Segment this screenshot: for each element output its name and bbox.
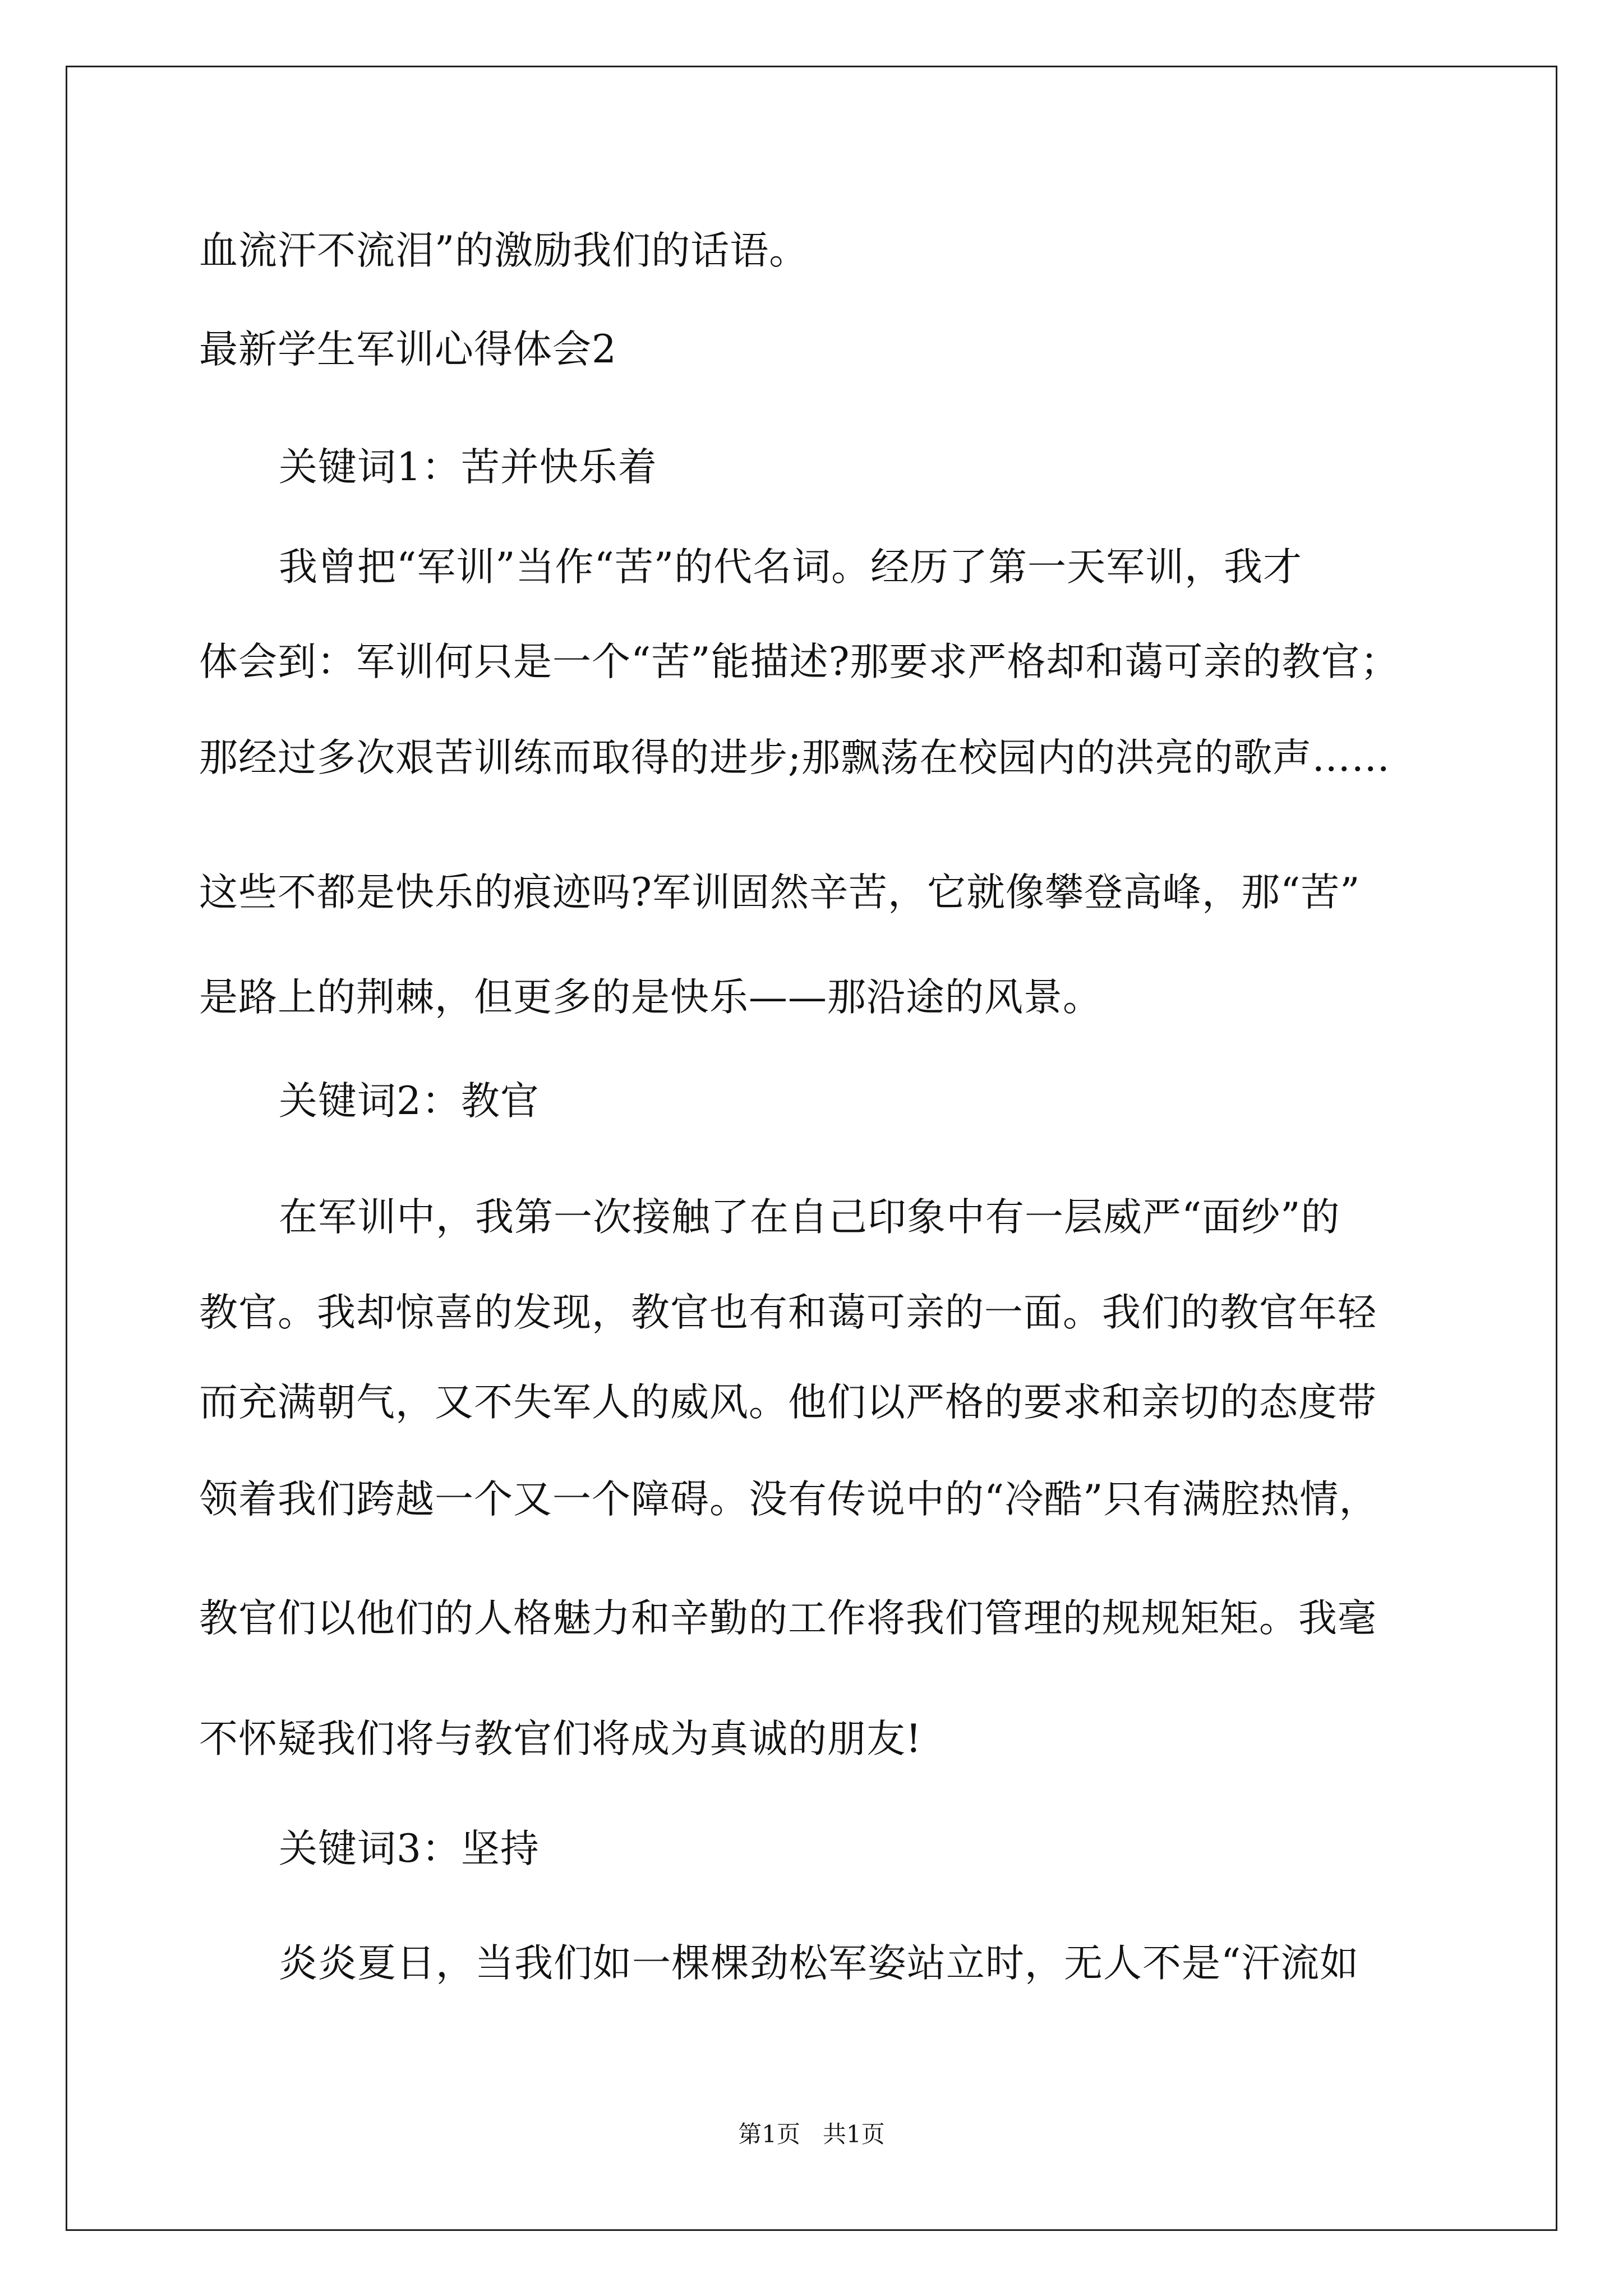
text-line: 这些不都是快乐的痕迹吗?军训固然辛苦，它就像攀登高峰，那“苦”	[199, 870, 1361, 915]
section-heading: 最新学生军训心得体会2	[199, 327, 617, 372]
text-line: 是路上的荆棘，但更多的是快乐——那沿途的风景。	[199, 975, 1102, 1020]
text-line: 在军训中，我第一次接触了在自己印象中有一层威严“面纱”的	[279, 1195, 1340, 1240]
text-line: 教官们以他们的人格魅力和辛勤的工作将我们管理的规规矩矩。我毫	[199, 1596, 1377, 1641]
text-line: 血流汗不流泪”的激励我们的话语。	[199, 228, 809, 273]
page-footer: 第1页 共1页	[738, 2120, 885, 2148]
page-border	[66, 66, 1557, 2231]
keyword-heading: 关键词1：苦并快乐着	[279, 445, 657, 490]
text-line: 炎炎夏日，当我们如一棵棵劲松军姿站立时，无人不是“汗流如	[279, 1941, 1359, 1986]
keyword-heading: 关键词3：坚持	[279, 1826, 540, 1871]
text-line: 而充满朝气，又不失军人的威风。他们以严格的要求和亲切的态度带	[199, 1380, 1377, 1425]
text-line: 不怀疑我们将与教官们将成为真诚的朋友!	[199, 1717, 922, 1761]
text-line: 领着我们跨越一个又一个障碍。没有传说中的“冷酷”只有满腔热情，	[199, 1477, 1378, 1522]
text-line: 教官。我却惊喜的发现，教官也有和蔼可亲的一面。我们的教官年轻	[199, 1290, 1377, 1335]
keyword-heading: 关键词2：教官	[279, 1079, 540, 1124]
text-line: 那经过多次艰苦训练而取得的进步;那飘荡在校园内的洪亮的歌声……	[199, 735, 1391, 780]
text-line: 我曾把“军训”当作“苦”的代名词。经历了第一天军训，我才	[279, 545, 1303, 590]
text-line: 体会到：军训何只是一个“苦”能描述?那要求严格却和蔼可亲的教官；	[199, 639, 1400, 684]
